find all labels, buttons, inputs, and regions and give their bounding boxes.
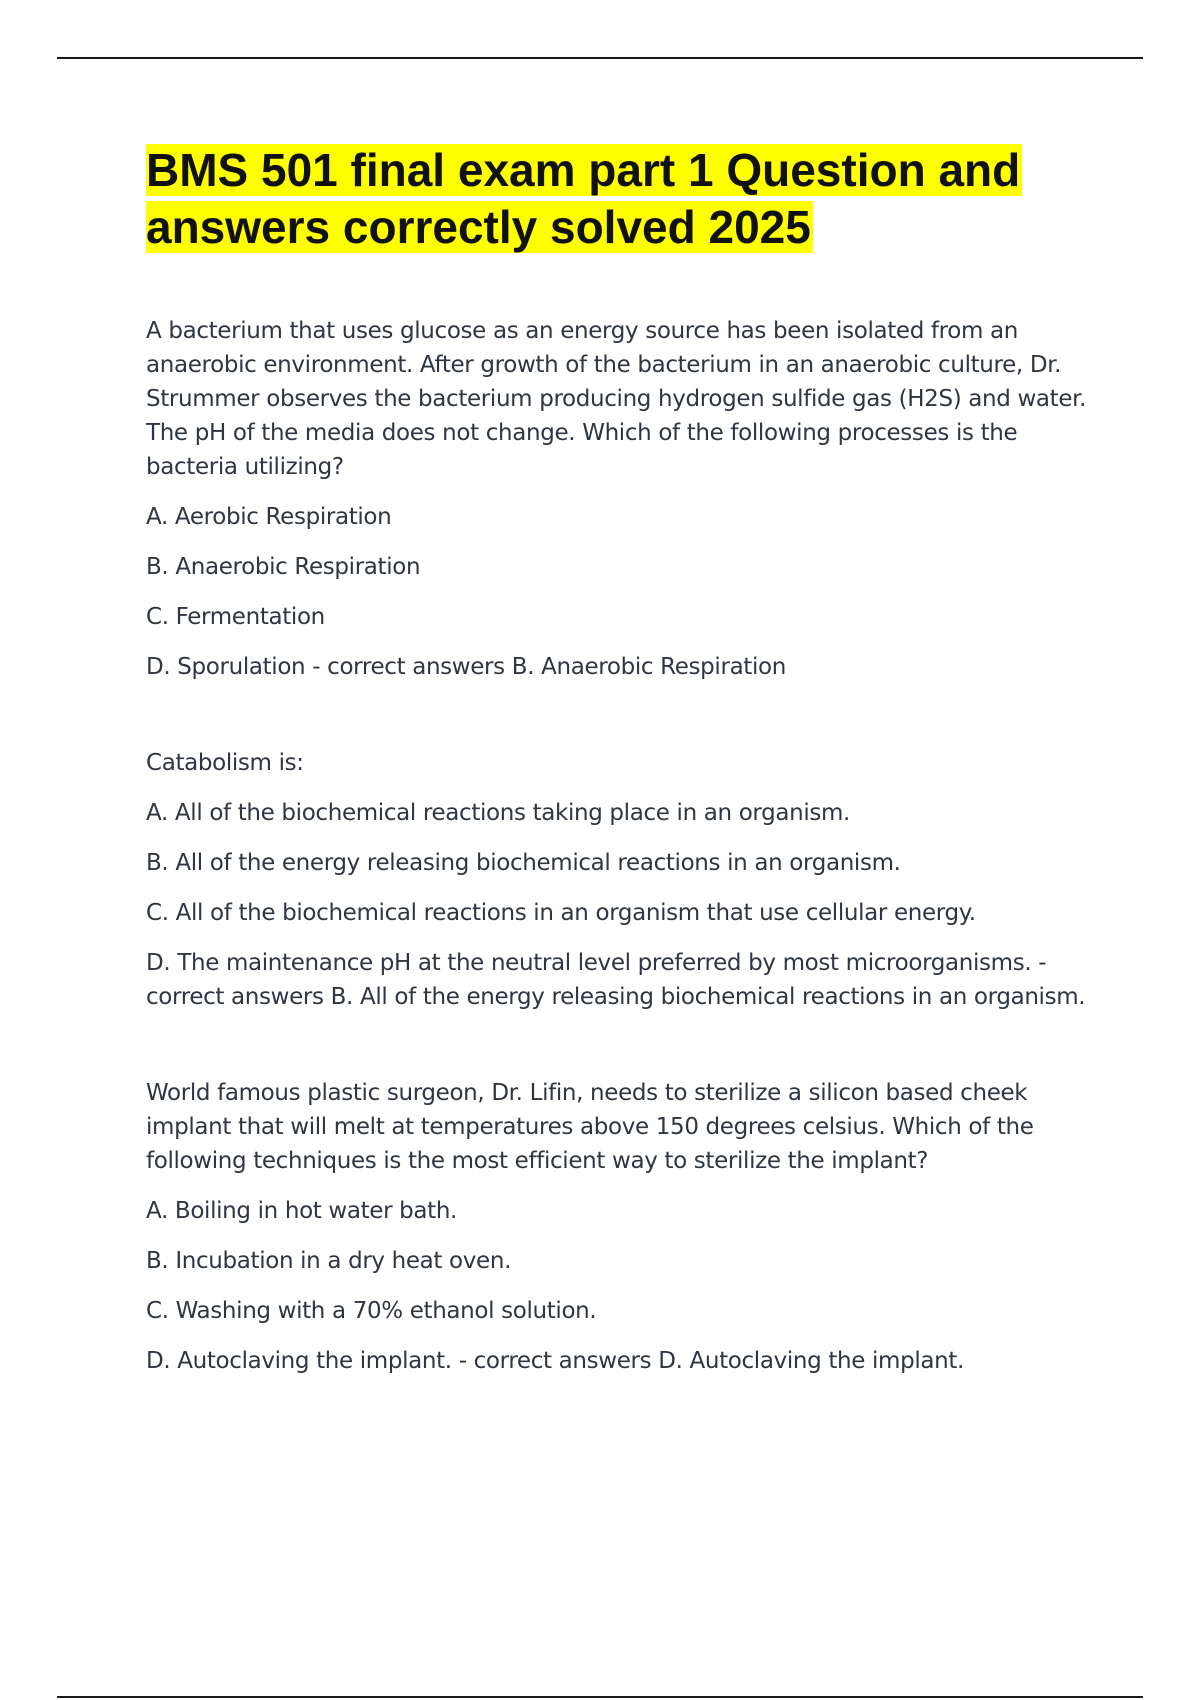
question-1 (146, 314, 1106, 684)
question-stem: World famous plastic surgeon, Dr. Lifin, needs to sterilize a silicon based cheek implant that will melt at temperatures above 150 degrees celsius. Which of the following techniques is the most efficient way to sterilize the implant? (146, 1080, 1034, 1174)
question-stem: A bacterium that uses glucose as an energy source has been isolated from an anaerobic environment. After growth of the bacterium in an anaerobic culture, Dr. Strummer observes the bacterium producing hydrogen sulfide gas (H2S) and water. The pH of the media does not change. Which of the following processes is the bacteria utilizing? (146, 318, 1087, 480)
answer-option: D. Sporulation - correct answers B. Anaerobic Respiration (146, 654, 786, 680)
title-highlight: BMS 501 final exam part 1 Question and answers correctly solved 2025 (146, 144, 1021, 253)
document-body (146, 142, 1106, 1394)
question-2 (146, 746, 1106, 1014)
answer-option: A. Boiling in hot water bath. (146, 1198, 458, 1224)
answer-option: B. Incubation in a dry heat oven. (146, 1248, 512, 1274)
document-title (146, 142, 1106, 256)
header-rule (57, 57, 1143, 59)
answer-option: D. The maintenance pH at the neutral level preferred by most microorganisms. - correct answers B. All of the energy releasing biochemical reactions in an organism. (146, 950, 1086, 1010)
answer-option: A. All of the biochemical reactions taking place in an organism. (146, 800, 851, 826)
question-3 (146, 1076, 1106, 1378)
footer-rule (57, 1696, 1143, 1698)
answer-option: D. Autoclaving the implant. - correct answers D. Autoclaving the implant. (146, 1348, 964, 1374)
answer-option: B. All of the energy releasing biochemical reactions in an organism. (146, 850, 901, 876)
answer-option: C. All of the biochemical reactions in an organism that use cellular energy. (146, 900, 976, 926)
question-stem: Catabolism is: (146, 750, 304, 776)
answer-option: A. Aerobic Respiration (146, 504, 392, 530)
answer-option: B. Anaerobic Respiration (146, 554, 421, 580)
answer-option: C. Washing with a 70% ethanol solution. (146, 1298, 597, 1324)
answer-option: C. Fermentation (146, 604, 325, 630)
